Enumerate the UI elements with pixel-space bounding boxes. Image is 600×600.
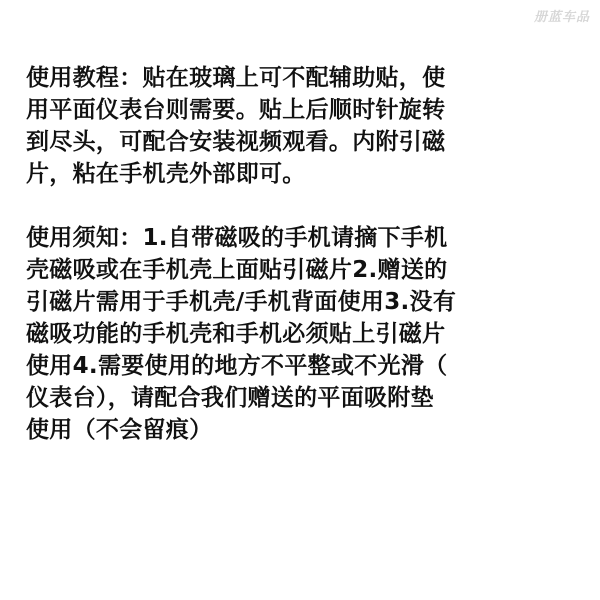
text-line: 磁吸功能的手机壳和手机必须贴上引磁片 xyxy=(26,321,446,347)
text-line: 用平面仪表台则需要。贴上后顺时针旋转 xyxy=(26,97,446,123)
text-line: 使用教程：贴在玻璃上可不配辅助贴，使 xyxy=(26,65,446,91)
text-line: 片，粘在手机壳外部即可。 xyxy=(26,161,306,187)
watermark-logo: 册蓝车品 xyxy=(533,10,590,25)
text-line: 使用（不会留痕） xyxy=(26,417,213,443)
usage-notes-paragraph xyxy=(26,222,578,446)
text-line: 使用4.需要使用的地方不平整或不光滑（ xyxy=(26,353,448,379)
text-line: 到尽头，可配合安装视频观看。内附引磁 xyxy=(26,129,446,155)
instructions-content xyxy=(26,62,578,446)
text-line: 壳磁吸或在手机壳上面贴引磁片2.赠送的 xyxy=(26,257,448,283)
text-line: 引磁片需用于手机壳/手机背面使用3.没有 xyxy=(26,289,457,315)
usage-tutorial-paragraph xyxy=(26,62,578,190)
text-line: 仪表台），请配合我们赠送的平面吸附垫 xyxy=(26,385,434,411)
text-line: 使用须知：1.自带磁吸的手机请摘下手机 xyxy=(26,225,448,251)
